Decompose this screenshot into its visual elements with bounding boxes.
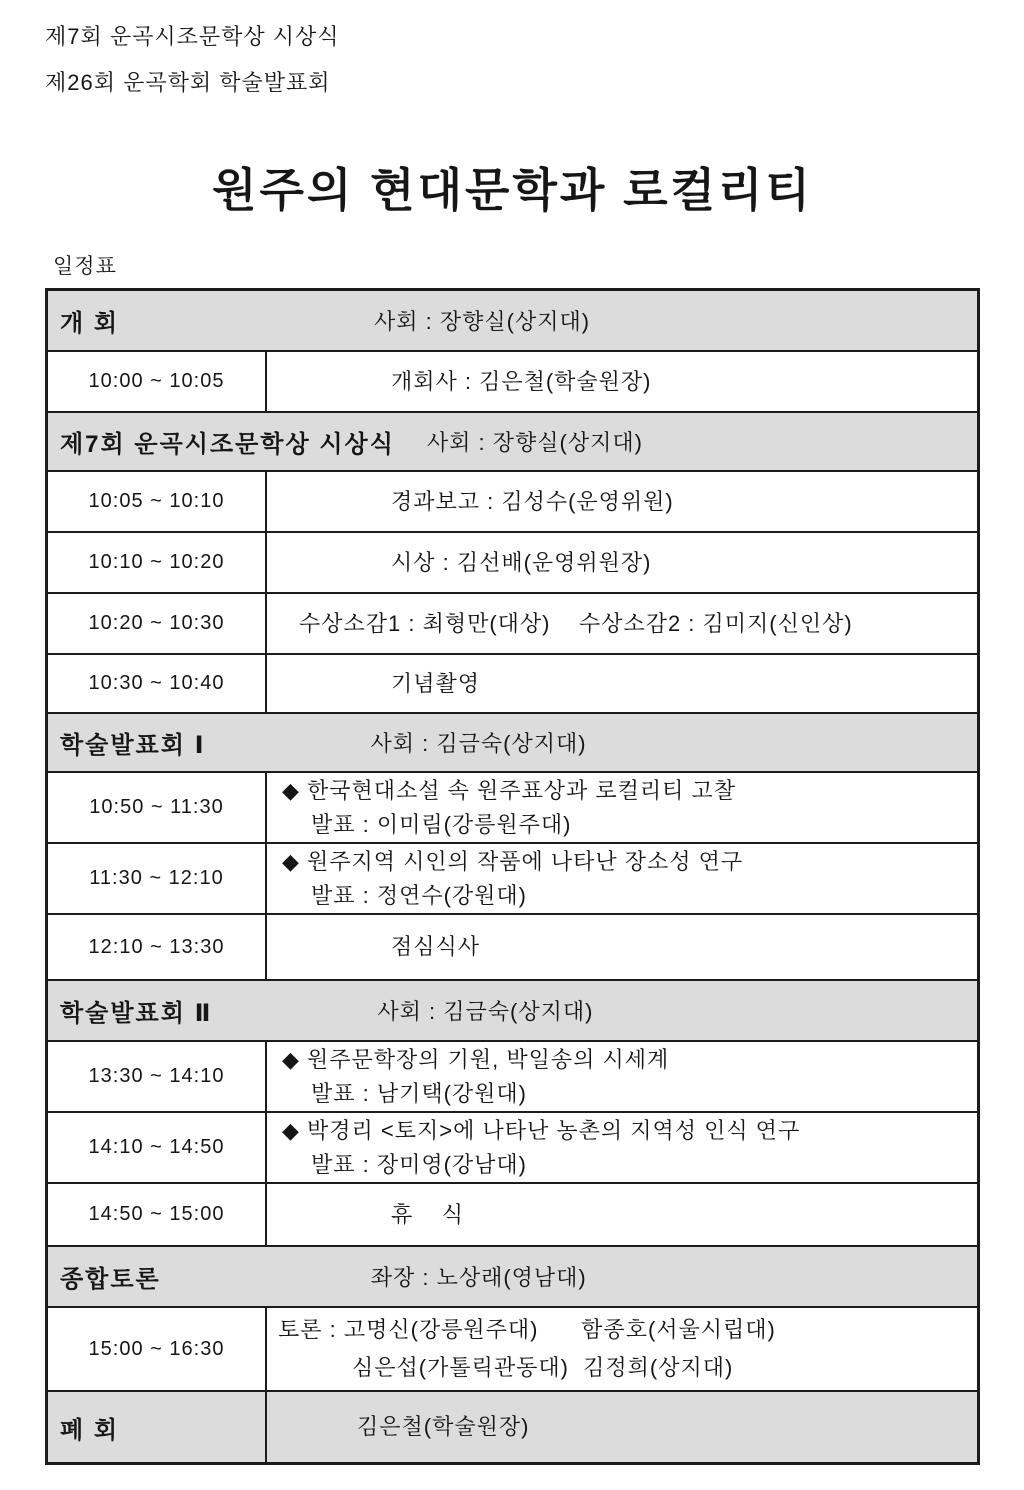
section-chair: 좌장 : 노상래(영남대): [370, 1265, 587, 1290]
table-row-section-session-1: [48, 712, 977, 771]
table-row-section-session-2: [48, 979, 977, 1040]
table-row-event: [48, 531, 977, 592]
section-chair: 사회 : 김금숙(상지대): [377, 999, 594, 1024]
event-text: 점심식사: [391, 934, 481, 959]
content-cell: [267, 1113, 977, 1182]
table-row-discussion: [48, 1306, 977, 1390]
event-text: 기념촬영: [391, 670, 481, 696]
presentation-title: ◆ 원주지역 시인의 작품에 나타난 장소성 연구: [282, 848, 744, 874]
presenter-text: 발표 : 장미영(강남대): [311, 1151, 528, 1177]
content-cell: [267, 655, 977, 712]
section-label: 학술발표회 Ⅰ: [60, 732, 206, 759]
presenter-text: 발표 : 정연수(강원대): [311, 882, 528, 908]
table-row-section-discussion: [48, 1245, 977, 1306]
event-text: 김은철(학술원장): [357, 1414, 530, 1439]
page-title: 원주의 현대문학과 로컬리티: [212, 164, 813, 216]
content-cell: [267, 594, 977, 653]
table-row-section-opening: [48, 291, 977, 350]
time-cell: 10:00 ~ 10:05: [48, 352, 267, 411]
section-chair: 사회 : 장향실(상지대): [426, 430, 643, 455]
table-row-closing: [48, 1390, 977, 1462]
presentation-title: ◆ 한국현대소설 속 원주표상과 로컬리티 고찰: [282, 777, 737, 803]
event-text: 수상소감1 : 최형만(대상) 수상소감2 : 김미지(신인상): [299, 610, 853, 636]
content-cell: [267, 533, 977, 592]
event-text: 휴 식: [391, 1201, 464, 1227]
section-chair: 사회 : 장향실(상지대): [374, 309, 591, 334]
event-text: 개회사 : 김은철(학술원장): [391, 368, 652, 394]
table-row-event: [48, 470, 977, 531]
time-cell: 14:50 ~ 15:00: [48, 1184, 267, 1245]
table-row-presentation: [48, 771, 977, 842]
time-cell: 10:05 ~ 10:10: [48, 472, 267, 531]
section-label: 폐 회: [48, 1392, 267, 1462]
content-cell: [267, 1042, 977, 1111]
content-cell: [267, 844, 977, 913]
schedule-table: [45, 288, 980, 1465]
content-cell: [267, 1184, 977, 1245]
table-row-event: [48, 592, 977, 653]
event-text: 시상 : 김선배(운영위원장): [391, 549, 652, 575]
time-cell: 13:30 ~ 14:10: [48, 1042, 267, 1111]
section-label: 종합토론: [60, 1266, 161, 1293]
table-row-presentation: [48, 1111, 977, 1182]
event-text: 경과보고 : 김성수(운영위원): [391, 488, 674, 514]
time-cell: 12:10 ~ 13:30: [48, 915, 267, 979]
section-label: 제7회 운곡시조문학상 시상식: [60, 431, 395, 458]
document-header-line-1: 제7회 운곡시조문학상 시상식: [45, 24, 340, 49]
presentation-title: ◆ 원주문학장의 기원, 박일송의 시세계: [282, 1046, 670, 1072]
presenter-text: 발표 : 이미림(강릉원주대): [311, 811, 572, 837]
section-label: 학술발표회 Ⅱ: [60, 1000, 213, 1027]
table-row-section-award-ceremony: [48, 411, 977, 470]
time-cell: 11:30 ~ 12:10: [48, 844, 267, 913]
table-row-event: [48, 913, 977, 979]
content-cell: [267, 773, 977, 842]
section-label: 개 회: [60, 310, 120, 337]
content-cell: [267, 915, 977, 979]
content-cell: [267, 1392, 977, 1462]
time-cell: 15:00 ~ 16:30: [48, 1308, 267, 1390]
content-cell: [267, 472, 977, 531]
time-cell: 14:10 ~ 14:50: [48, 1113, 267, 1182]
table-row-presentation: [48, 1040, 977, 1111]
time-cell: 10:20 ~ 10:30: [48, 594, 267, 653]
presentation-title: ◆ 박경리 <토지>에 나타난 농촌의 지역성 인식 연구: [282, 1117, 801, 1143]
content-cell: [267, 1308, 977, 1390]
content-cell: [267, 352, 977, 411]
table-row-event: [48, 350, 977, 411]
table-row-event: [48, 1182, 977, 1245]
presenter-text: 발표 : 남기택(강원대): [311, 1080, 528, 1106]
schedule-table-label: 일정표: [53, 255, 117, 278]
discussant-line-2: 심은섭(가톨릭관동대) 김정희(상지대): [352, 1355, 734, 1380]
document-header-line-2: 제26회 운곡학회 학술발표회: [45, 70, 331, 95]
time-cell: 10:50 ~ 11:30: [48, 773, 267, 842]
table-row-event: [48, 653, 977, 712]
time-cell: 10:10 ~ 10:20: [48, 533, 267, 592]
time-cell: 10:30 ~ 10:40: [48, 655, 267, 712]
table-row-presentation: [48, 842, 977, 913]
section-chair: 사회 : 김금숙(상지대): [370, 731, 587, 756]
discussant-line-1: 토론 : 고명신(강릉원주대) 함종호(서울시립대): [278, 1317, 776, 1342]
